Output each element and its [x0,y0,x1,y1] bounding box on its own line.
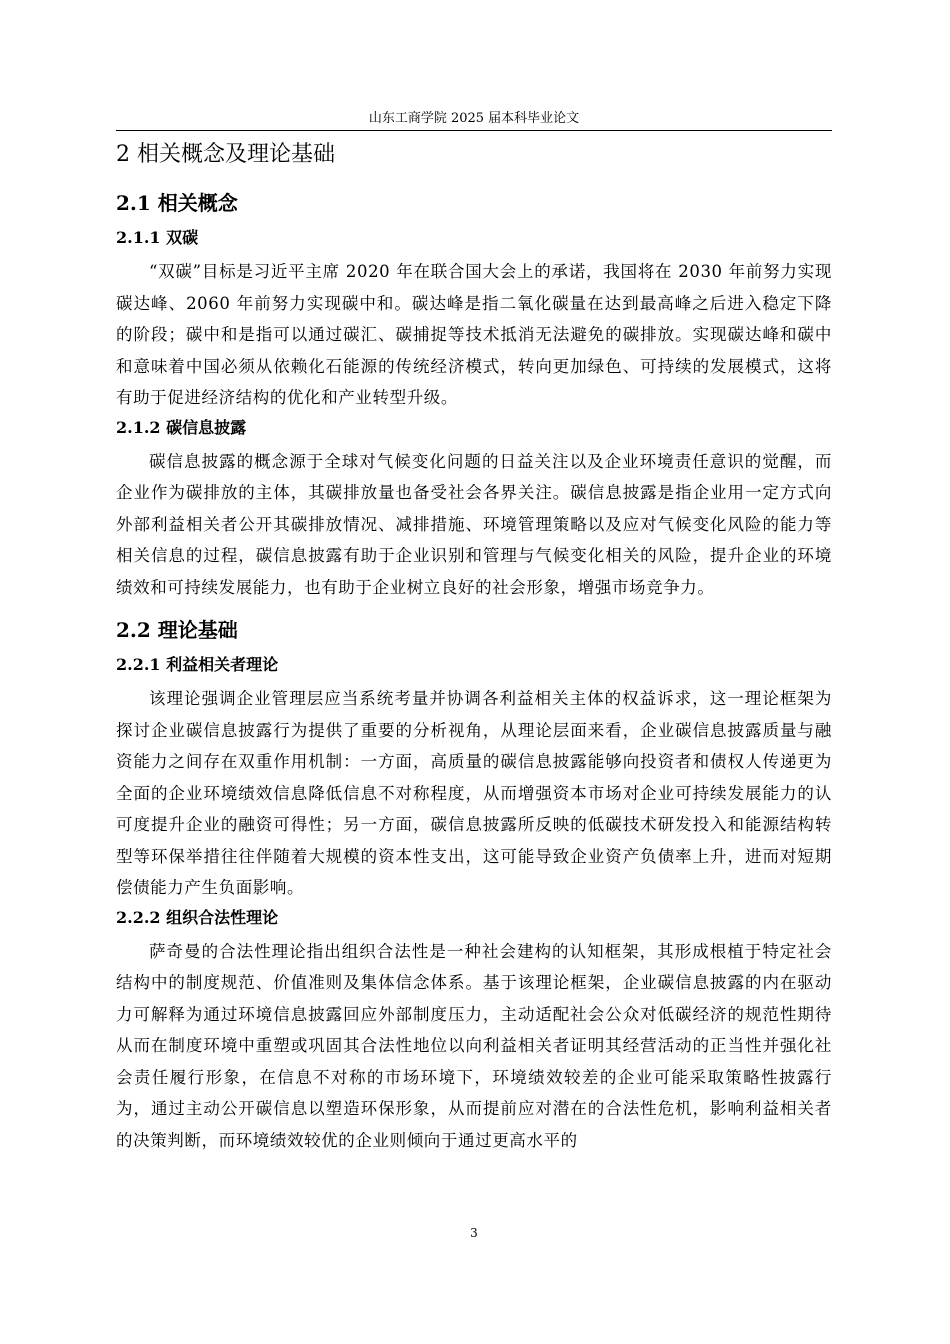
section-title-2-2: 2.2 理论基础 [116,618,238,642]
paragraph-2-1-1: “双碳”目标是习近平主席 2020 年在联合国大会上的承诺，我国将在 2030 年前努力实现碳达峰、2060 年前努力实现碳中和。碳达峰是指二氧化碳量在达到最高峰之后进入稳定下降的阶段；碳中和是指可以通过碳汇、碳捕捉等技术抵消无法避免的碳排放。实现碳达峰和碳中和意味着中国必须从依赖化石能源的传统经济模式，转向更加绿色、可持续的发展模式，这将有助于促进经济结构的优化和产业转型升级。 [116,262,832,407]
page-body [116,138,832,1156]
chapter-title: 2 相关概念及理论基础 [116,142,335,167]
running-header: 山东工商学院 2025 届本科毕业论文 [368,111,580,126]
header-rule [116,130,832,131]
paragraph-2-1-2: 碳信息披露的概念源于全球对气候变化问题的日益关注以及企业环境责任意识的觉醒，而企业作为碳排放的主体，其碳排放量也备受社会各界关注。碳信息披露是指企业用一定方式向外部利益相关者公开其碳排放情况、减排措施、环境管理策略以及应对气候变化风险的能力等相关信息的过程，碳信息披露有助于企业识别和管理与气候变化相关的风险，提升企业的环境绩效和可持续发展能力，也有助于企业树立良好的社会形象，增强市场竞争力。 [116,451,832,597]
subsection-title-2-1-1: 2.1.1 双碳 [116,228,199,247]
paragraph-2-2-1: 该理论强调企业管理层应当系统考量并协调各利益相关主体的权益诉求，这一理论框架为探讨企业碳信息披露行为提供了重要的分析视角，从理论层面来看，企业碳信息披露质量与融资能力之间存在双重作用机制：一方面，高质量的碳信息披露能够向投资者和债权人传递更为全面的企业环境绩效信息降低信息不对称程度，从而增强资本市场对企业可持续发展能力的认可度提升企业的融资可得性；另一方面，碳信息披露所反映的低碳技术研发投入和能源结构转型等环保举措往往伴随着大规模的资本性支出，这可能导致企业资产负债率上升，进而对短期偿债能力产生负面影响。 [116,689,832,897]
subsection-title-2-2-2: 2.2.2 组织合法性理论 [116,907,279,927]
paragraph-2-2-2: 萨奇曼的合法性理论指出组织合法性是一种社会建构的认知框架，其形成根植于特定社会结构中的制度规范、价值准则及集体信念体系。基于该理论框架，企业碳信息披露的内在驱动力可解释为通过环境信息披露回应外部制度压力，主动适配社会公众对低碳经济的规范性期待从而在制度环境中重塑或巩固其合法性地位以向利益相关者证明其经营活动的正当性并强化社会责任履行形象，在信息不对称的市场环境下，环境绩效较差的企业可能采取策略性披露行为，通过主动公开碳信息以塑造环保形象，从而提前应对潜在的合法性危机，影响利益相关者的决策判断，而环境绩效较优的企业则倾向于通过更高水平的 [116,941,832,1150]
section-title-2-1: 2.1 相关概念 [116,191,238,215]
page-number: 3 [470,1226,478,1240]
subsection-title-2-2-1: 2.2.1 利益相关者理论 [116,655,279,674]
subsection-title-2-1-2: 2.1.2 碳信息披露 [116,417,247,437]
